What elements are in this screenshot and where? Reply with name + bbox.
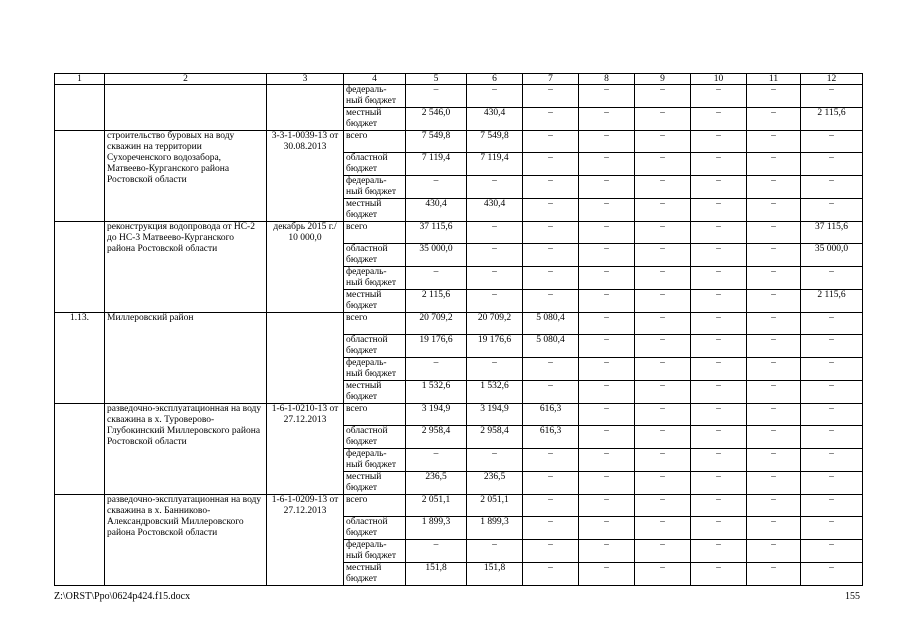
amount-cell: – <box>747 222 801 244</box>
amount-cell: – <box>801 426 863 449</box>
funding-source: всего <box>344 404 406 426</box>
amount-cell: – <box>467 540 523 563</box>
amount-cell: – <box>801 199 863 222</box>
amount-cell: – <box>635 472 691 495</box>
amount-cell: – <box>691 85 747 108</box>
amount-cell: – <box>801 540 863 563</box>
amount-cell: – <box>579 290 635 313</box>
amount-cell: 2 051,1 <box>467 495 523 517</box>
amount-cell: – <box>523 199 579 222</box>
amount-cell: – <box>579 335 635 358</box>
amount-cell: – <box>691 176 747 199</box>
document-ref: декабрь 2015 г./ 10 000,0 <box>267 222 344 313</box>
amount-cell: – <box>801 381 863 404</box>
amount-cell: – <box>801 153 863 176</box>
amount-cell: – <box>747 335 801 358</box>
amount-cell: – <box>467 290 523 313</box>
amount-cell: – <box>635 540 691 563</box>
amount-cell: – <box>691 472 747 495</box>
funding-source: местный бюджет <box>344 199 406 222</box>
amount-cell: – <box>579 426 635 449</box>
amount-cell: 2 958,4 <box>406 426 467 449</box>
amount-cell: – <box>747 358 801 381</box>
amount-cell: – <box>635 495 691 517</box>
funding-source: всего <box>344 222 406 244</box>
object-name: Миллеровский район <box>105 313 267 404</box>
amount-cell: – <box>801 449 863 472</box>
amount-cell: – <box>579 517 635 540</box>
funding-source: областной бюджет <box>344 153 406 176</box>
row-number <box>55 222 105 313</box>
amount-cell: 7 119,4 <box>467 153 523 176</box>
column-number: 6 <box>467 74 523 85</box>
amount-cell: – <box>747 313 801 335</box>
amount-cell: – <box>747 381 801 404</box>
amount-cell: – <box>747 108 801 131</box>
amount-cell: 430,4 <box>467 199 523 222</box>
funding-source: областной бюджет <box>344 335 406 358</box>
amount-cell: – <box>579 153 635 176</box>
table-row <box>55 313 863 335</box>
amount-cell: – <box>579 358 635 381</box>
amount-cell: – <box>635 563 691 586</box>
amount-cell: – <box>579 449 635 472</box>
amount-cell: – <box>635 153 691 176</box>
amount-cell: – <box>523 153 579 176</box>
amount-cell: – <box>691 108 747 131</box>
amount-cell: – <box>523 244 579 267</box>
amount-cell: – <box>579 404 635 426</box>
amount-cell: – <box>579 108 635 131</box>
footer-file-path: Z:\ORST\Ppo\0624p424.f15.docx <box>54 591 191 602</box>
amount-cell: – <box>691 404 747 426</box>
column-number: 3 <box>267 74 344 85</box>
amount-cell: – <box>523 563 579 586</box>
amount-cell: – <box>801 404 863 426</box>
amount-cell: – <box>691 517 747 540</box>
amount-cell: – <box>523 176 579 199</box>
amount-cell: – <box>579 495 635 517</box>
amount-cell: – <box>467 222 523 244</box>
amount-cell: – <box>747 404 801 426</box>
column-number: 9 <box>635 74 691 85</box>
amount-cell: – <box>467 244 523 267</box>
funding-source: федераль- ный бюджет <box>344 449 406 472</box>
object-name <box>105 85 267 131</box>
amount-cell: – <box>635 85 691 108</box>
amount-cell: – <box>523 267 579 290</box>
amount-cell: 37 115,6 <box>801 222 863 244</box>
amount-cell: 35 000,0 <box>801 244 863 267</box>
column-number: 4 <box>344 74 406 85</box>
amount-cell: – <box>635 449 691 472</box>
amount-cell: 2 115,6 <box>801 290 863 313</box>
amount-cell: – <box>747 563 801 586</box>
amount-cell: – <box>635 426 691 449</box>
table-row <box>55 222 863 244</box>
document-ref: 3-3-1-0039-13 от 30.08.2013 <box>267 131 344 222</box>
amount-cell: – <box>523 131 579 153</box>
amount-cell: 7 119,4 <box>406 153 467 176</box>
amount-cell: – <box>747 495 801 517</box>
table-header-row <box>55 74 863 85</box>
amount-cell: – <box>635 313 691 335</box>
column-number: 5 <box>406 74 467 85</box>
amount-cell: – <box>523 85 579 108</box>
column-number: 2 <box>105 74 267 85</box>
amount-cell: – <box>579 472 635 495</box>
funding-source: местный бюджет <box>344 381 406 404</box>
amount-cell: – <box>747 176 801 199</box>
amount-cell: – <box>635 267 691 290</box>
funding-source: областной бюджет <box>344 244 406 267</box>
funding-source: областной бюджет <box>344 517 406 540</box>
amount-cell: – <box>691 381 747 404</box>
amount-cell: 1 899,3 <box>406 517 467 540</box>
amount-cell: – <box>801 517 863 540</box>
amount-cell: – <box>523 358 579 381</box>
amount-cell: – <box>579 244 635 267</box>
amount-cell: – <box>579 176 635 199</box>
amount-cell: – <box>691 335 747 358</box>
amount-cell: – <box>523 540 579 563</box>
funding-source: местный бюджет <box>344 563 406 586</box>
amount-cell: – <box>635 108 691 131</box>
amount-cell: 151,8 <box>467 563 523 586</box>
amount-cell: – <box>747 449 801 472</box>
amount-cell: – <box>691 358 747 381</box>
funding-source: всего <box>344 495 406 517</box>
amount-cell: 19 176,6 <box>467 335 523 358</box>
funding-source: всего <box>344 313 406 335</box>
amount-cell: 2 546,0 <box>406 108 467 131</box>
document-ref: 1-6-1-0209-13 от 27.12.2013 <box>267 495 344 586</box>
amount-cell: 7 549,8 <box>467 131 523 153</box>
amount-cell: 5 080,4 <box>523 335 579 358</box>
amount-cell: – <box>406 540 467 563</box>
amount-cell: 430,4 <box>406 199 467 222</box>
amount-cell: 20 709,2 <box>406 313 467 335</box>
amount-cell: 19 176,6 <box>406 335 467 358</box>
amount-cell: – <box>747 244 801 267</box>
amount-cell: – <box>691 153 747 176</box>
amount-cell: – <box>406 267 467 290</box>
amount-cell: – <box>467 267 523 290</box>
amount-cell: – <box>747 199 801 222</box>
budget-table <box>54 73 863 586</box>
amount-cell: – <box>635 199 691 222</box>
row-number: 1.13. <box>55 313 105 404</box>
object-name: реконструкция водопровода от НС-2 до НС-3 Матвеево-Курганского района Ростовской области <box>105 222 267 313</box>
funding-source: федераль- ный бюджет <box>344 267 406 290</box>
amount-cell: – <box>579 381 635 404</box>
amount-cell: 236,5 <box>406 472 467 495</box>
amount-cell: 2 115,6 <box>406 290 467 313</box>
funding-source: местный бюджет <box>344 108 406 131</box>
column-number: 7 <box>523 74 579 85</box>
amount-cell: – <box>523 108 579 131</box>
amount-cell: 616,3 <box>523 426 579 449</box>
amount-cell: – <box>523 381 579 404</box>
amount-cell: – <box>635 404 691 426</box>
amount-cell: – <box>467 85 523 108</box>
amount-cell: – <box>523 472 579 495</box>
table-row <box>55 495 863 517</box>
amount-cell: – <box>801 495 863 517</box>
amount-cell: – <box>635 358 691 381</box>
amount-cell: – <box>523 449 579 472</box>
amount-cell: – <box>691 199 747 222</box>
amount-cell: 2 115,6 <box>801 108 863 131</box>
amount-cell: 2 051,1 <box>406 495 467 517</box>
amount-cell: – <box>579 222 635 244</box>
amount-cell: – <box>801 472 863 495</box>
funding-source: всего <box>344 131 406 153</box>
amount-cell: – <box>691 563 747 586</box>
amount-cell: 20 709,2 <box>467 313 523 335</box>
amount-cell: – <box>691 540 747 563</box>
funding-source: местный бюджет <box>344 290 406 313</box>
amount-cell: – <box>406 358 467 381</box>
amount-cell: – <box>801 176 863 199</box>
funding-source: областной бюджет <box>344 426 406 449</box>
amount-cell: – <box>747 472 801 495</box>
amount-cell: – <box>747 131 801 153</box>
funding-source: федераль- ный бюджет <box>344 540 406 563</box>
column-number: 8 <box>579 74 635 85</box>
row-number <box>55 404 105 495</box>
amount-cell: – <box>406 85 467 108</box>
amount-cell: – <box>801 131 863 153</box>
object-name: разведочно-эксплуатационная на воду скважина в х. Туроверово-Глубокинский Миллеровского района Ростовской области <box>105 404 267 495</box>
amount-cell: – <box>579 313 635 335</box>
amount-cell: 37 115,6 <box>406 222 467 244</box>
amount-cell: – <box>523 495 579 517</box>
amount-cell: 5 080,4 <box>523 313 579 335</box>
table-row <box>55 85 863 108</box>
amount-cell: – <box>747 85 801 108</box>
amount-cell: – <box>691 495 747 517</box>
amount-cell: 35 000,0 <box>406 244 467 267</box>
amount-cell: 236,5 <box>467 472 523 495</box>
amount-cell: – <box>747 540 801 563</box>
amount-cell: 3 194,9 <box>406 404 467 426</box>
table-row <box>55 404 863 426</box>
amount-cell: 1 532,6 <box>406 381 467 404</box>
document-ref: 1-6-1-0210-13 от 27.12.2013 <box>267 404 344 495</box>
amount-cell: – <box>523 290 579 313</box>
amount-cell: 430,4 <box>467 108 523 131</box>
amount-cell: – <box>747 290 801 313</box>
column-number: 12 <box>801 74 863 85</box>
amount-cell: – <box>691 426 747 449</box>
amount-cell: – <box>747 153 801 176</box>
amount-cell: – <box>467 176 523 199</box>
amount-cell: 7 549,8 <box>406 131 467 153</box>
row-number <box>55 495 105 586</box>
page-number: 155 <box>845 591 860 602</box>
amount-cell: – <box>635 131 691 153</box>
document-ref <box>267 313 344 404</box>
amount-cell: – <box>635 176 691 199</box>
document-ref <box>267 85 344 131</box>
amount-cell: – <box>801 267 863 290</box>
amount-cell: – <box>801 85 863 108</box>
amount-cell: – <box>747 517 801 540</box>
amount-cell: – <box>579 540 635 563</box>
amount-cell: – <box>579 267 635 290</box>
amount-cell: – <box>635 244 691 267</box>
amount-cell: – <box>635 222 691 244</box>
column-number: 10 <box>691 74 747 85</box>
amount-cell: – <box>801 313 863 335</box>
amount-cell: – <box>691 449 747 472</box>
object-name: разведочно-эксплуатационная на воду скважина в х. Банниково-Александровский Миллеровского района Ростовской области <box>105 495 267 586</box>
amount-cell: – <box>691 290 747 313</box>
amount-cell: – <box>635 335 691 358</box>
amount-cell: – <box>691 267 747 290</box>
amount-cell: – <box>635 290 691 313</box>
amount-cell: – <box>406 176 467 199</box>
amount-cell: 3 194,9 <box>467 404 523 426</box>
amount-cell: – <box>691 313 747 335</box>
amount-cell: – <box>579 563 635 586</box>
amount-cell: – <box>801 358 863 381</box>
funding-source: федераль- ный бюджет <box>344 176 406 199</box>
amount-cell: – <box>747 426 801 449</box>
funding-source: федераль- ный бюджет <box>344 85 406 108</box>
amount-cell: – <box>467 358 523 381</box>
table-row <box>55 131 863 153</box>
amount-cell: 2 958,4 <box>467 426 523 449</box>
amount-cell: – <box>691 222 747 244</box>
amount-cell: – <box>406 449 467 472</box>
amount-cell: – <box>579 199 635 222</box>
funding-source: федераль- ный бюджет <box>344 358 406 381</box>
amount-cell: – <box>579 85 635 108</box>
amount-cell: 1 532,6 <box>467 381 523 404</box>
amount-cell: – <box>747 267 801 290</box>
amount-cell: – <box>691 131 747 153</box>
amount-cell: 1 899,3 <box>467 517 523 540</box>
amount-cell: – <box>635 517 691 540</box>
amount-cell: – <box>801 563 863 586</box>
amount-cell: – <box>523 222 579 244</box>
row-number <box>55 85 105 131</box>
amount-cell: 616,3 <box>523 404 579 426</box>
amount-cell: – <box>635 381 691 404</box>
amount-cell: – <box>467 449 523 472</box>
amount-cell: – <box>523 517 579 540</box>
object-name: строительство буровых на воду скважин на территории Сухореченского водозабора, Матвеево-Курганского района Ростовской области <box>105 131 267 222</box>
funding-source: местный бюджет <box>344 472 406 495</box>
amount-cell: – <box>801 335 863 358</box>
row-number <box>55 131 105 222</box>
amount-cell: – <box>579 131 635 153</box>
column-number: 11 <box>747 74 801 85</box>
column-number: 1 <box>55 74 105 85</box>
amount-cell: – <box>691 244 747 267</box>
amount-cell: 151,8 <box>406 563 467 586</box>
